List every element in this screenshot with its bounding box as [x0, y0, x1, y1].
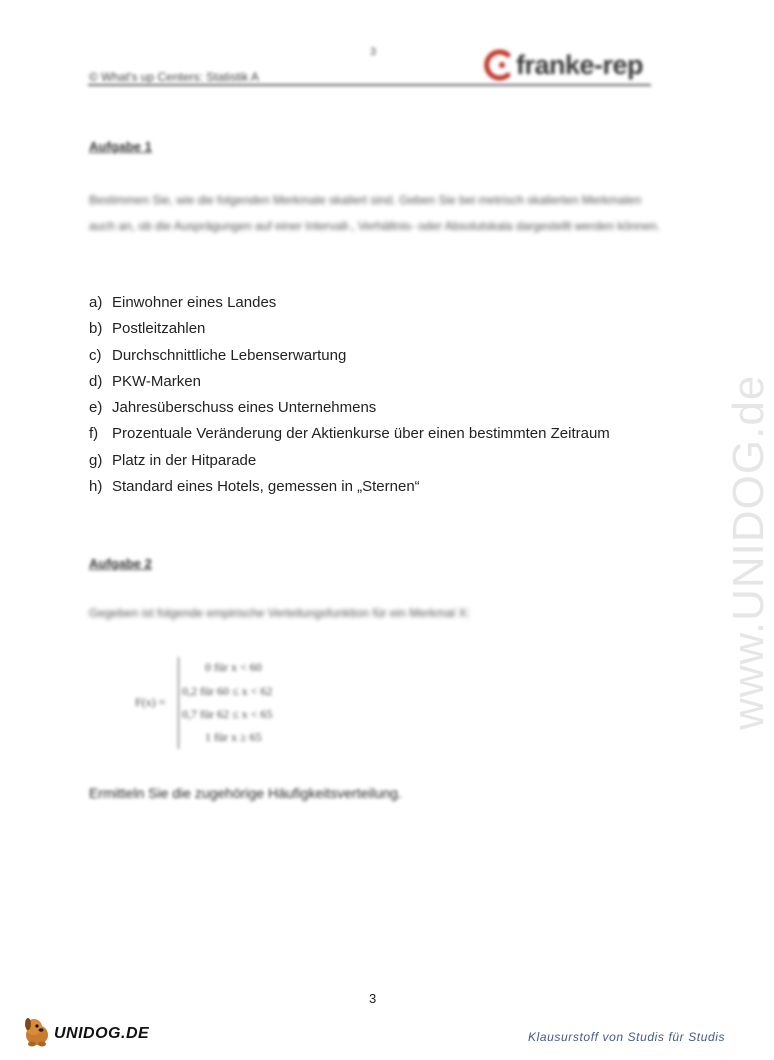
item-letter: d) — [89, 372, 103, 390]
dog-mascot-icon — [22, 1015, 54, 1049]
item-text: Einwohner eines Landes — [112, 294, 277, 311]
formula-lhs: F(x) = — [135, 695, 166, 709]
list-item — [89, 448, 610, 474]
watermark — [670, 270, 773, 740]
item-text: PKW-Marken — [112, 372, 201, 390]
logo-text: franke-rep — [516, 50, 644, 80]
list-item — [89, 395, 610, 421]
header-left-text: © What's up Centers: Statistik A — [89, 70, 259, 84]
franke-rep-logo — [480, 48, 655, 84]
header-page-number: 3 — [370, 46, 377, 58]
item-letter: f) — [89, 425, 99, 443]
formula-case: 0,7 für 62 ≤ x < 65 — [182, 707, 273, 721]
list-item — [89, 369, 610, 395]
item-letter: a) — [89, 294, 103, 311]
footer-tagline: Klausurstoff von Studis für Studis — [528, 1030, 726, 1044]
item-text: Jahresüberschuss eines Unternehmens — [112, 399, 377, 417]
list-item — [89, 290, 610, 316]
item-text: Durchschnittliche Lebenserwartung — [112, 346, 347, 364]
item-text: Standard eines Hotels, gemessen in „Sternen“ — [112, 478, 420, 496]
logo-arc-icon — [480, 50, 514, 80]
formula-case: 0 für x < 60 — [205, 660, 262, 674]
item-letter: b) — [89, 320, 103, 338]
aufgabe2-intro: Gegeben ist folgende empirische Verteilungsfunktion für ein Merkmal X: — [89, 606, 470, 620]
list-item — [89, 316, 610, 342]
list-item — [89, 421, 610, 447]
unidog-logo — [22, 1015, 162, 1049]
distribution-function-formula — [130, 655, 330, 755]
aufgabe1-heading: Aufgabe 1 — [89, 139, 152, 154]
item-text: Platz in der Hitparade — [112, 451, 257, 469]
item-letter: g) — [89, 451, 103, 469]
formula-case: 1 für x ≥ 65 — [205, 730, 262, 744]
item-text: Postleitzahlen — [112, 320, 206, 338]
header-rule — [88, 84, 651, 86]
aufgabe1-intro: Bestimmen Sie, wie die folgenden Merkmale skaliert sind. Geben Sie bei metrisch skalierten Merkmalen auch an, ob die Ausprägungen auf einer Intervall-, Verhältnis- oder Absolutskala dargestellt werden können. — [89, 193, 661, 233]
aufgabe2-heading: Aufgabe 2 — [89, 556, 152, 571]
formula-brace — [178, 657, 182, 749]
list-item — [89, 343, 610, 369]
item-letter: h) — [89, 478, 103, 496]
footer-page-number: 3 — [369, 991, 377, 1006]
footer-logo-text: UNIDOG.DE — [54, 1025, 150, 1042]
item-letter: e) — [89, 399, 103, 417]
item-text: Prozentuale Veränderung der Aktienkurse über einen bestimmten Zeitraum — [112, 425, 610, 443]
aufgabe2-conclusion: Ermitteln Sie die zugehörige Häufigkeitsverteilung. — [89, 785, 402, 801]
item-letter: c) — [89, 346, 102, 364]
watermark-text: www.UNIDOG.de — [724, 374, 773, 730]
list-item — [89, 474, 610, 500]
formula-case: 0,2 für 60 ≤ x < 62 — [182, 684, 273, 698]
task-list — [89, 290, 610, 500]
